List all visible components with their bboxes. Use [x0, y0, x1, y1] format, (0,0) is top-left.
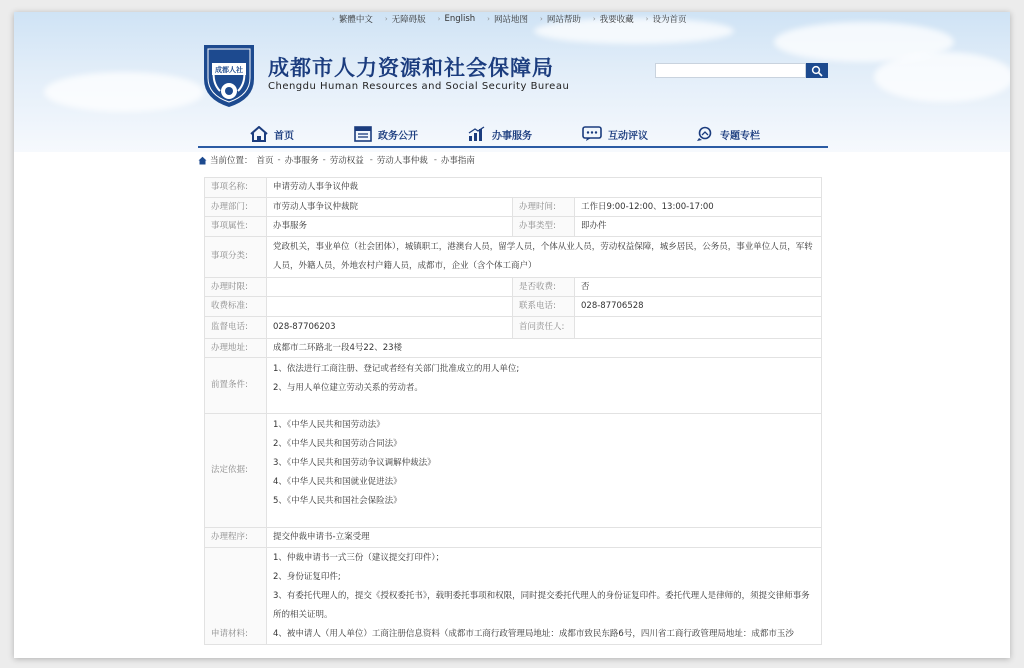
main-navigation — [198, 123, 828, 148]
home-icon — [250, 126, 268, 142]
fee-standard-label: 收费标准: — [205, 297, 267, 317]
browser-viewport — [14, 12, 1010, 658]
legal-basis-item: 5、《中华人民共和国社会保险法》 — [273, 496, 402, 506]
hours-label: 办理时间: — [513, 197, 575, 217]
item-name-value: 申请劳动人事争议仲裁 — [267, 178, 822, 198]
supervision-phone-value: 028-87706203 — [267, 316, 513, 338]
breadcrumb-separator: - — [322, 155, 326, 165]
table-row — [205, 358, 822, 414]
materials-label: 申请材料: — [205, 547, 267, 644]
search-input[interactable] — [655, 63, 806, 78]
breadcrumb — [198, 154, 475, 166]
contact-phone-value: 028-87706528 — [575, 297, 822, 317]
legal-basis-item: 3、《中华人民共和国劳动争议调解仲裁法》 — [273, 458, 436, 468]
home-icon — [198, 156, 207, 165]
precondition-item: 1、依法进行工商注册、登记或者经有关部门批准成立的用人单位; — [273, 364, 520, 374]
topnav-set-homepage[interactable]: › 设为首页 — [645, 15, 687, 25]
table-row — [205, 178, 822, 198]
chevron-right-icon: › — [487, 15, 490, 23]
breadcrumb-guide[interactable]: 办事指南 — [440, 156, 475, 166]
item-name-label: 事项名称: — [205, 178, 267, 198]
fee-value: 否 — [575, 277, 822, 297]
topnav-accessibility[interactable]: › 无障碍版 — [384, 15, 426, 25]
chat-icon — [582, 126, 602, 142]
materials-item: 3、有委托代理人的，提交《授权委托书》，载明委托事项和权限，同时提交委托代理人的身份证复印件。委托代理人是律师的，须提交律师事务所的相关证明。 — [273, 590, 810, 620]
bar-chart-icon — [468, 126, 486, 142]
materials-item: 2、身份证复印件; — [273, 571, 341, 582]
legal-basis-value — [267, 414, 822, 528]
service-guide-table — [204, 177, 822, 645]
table-row — [205, 277, 822, 297]
nav-topics[interactable]: 专题专栏 — [696, 126, 760, 142]
service-type-label: 办事类型: — [513, 217, 575, 237]
nav-services[interactable]: 办事服务 — [468, 126, 532, 142]
table-row — [205, 236, 822, 277]
address-value: 成都市二环路北一段4号22、23楼 — [267, 338, 822, 358]
news-icon — [354, 126, 372, 142]
time-limit-value — [267, 277, 513, 297]
top-utility-nav — [332, 12, 698, 26]
dept-value: 市劳动人事争议仲裁院 — [267, 197, 513, 217]
breadcrumb-services[interactable]: 办事服务 — [284, 156, 319, 166]
legal-basis-item: 2、《中华人民共和国劳动合同法》 — [273, 439, 402, 449]
site-title: 成都市人力资源和社会保障局 — [268, 56, 554, 80]
first-responsible-value — [575, 316, 822, 338]
address-label: 办理地址: — [205, 338, 267, 358]
fee-standard-value — [267, 297, 513, 317]
table-row — [205, 297, 822, 317]
attribute-label: 事项属性: — [205, 217, 267, 237]
chevron-right-icon: › — [384, 15, 388, 23]
materials-value — [267, 547, 822, 644]
legal-basis-item: 4、《中华人民共和国就业促进法》 — [273, 477, 402, 487]
search-button[interactable] — [806, 63, 828, 78]
chevron-right-icon: › — [645, 15, 649, 23]
service-type-value: 即办件 — [575, 217, 822, 237]
attribute-value: 办事服务 — [267, 217, 513, 237]
materials-item: 1、仲裁申请书一式三份（建议提交打印件）； — [273, 552, 445, 563]
breadcrumb-separator: - — [433, 155, 437, 165]
breadcrumb-separator: - — [277, 155, 281, 165]
chevron-right-icon: › — [592, 15, 596, 23]
table-row — [205, 197, 822, 217]
fee-label: 是否收费: — [513, 277, 575, 297]
table-row — [205, 316, 822, 338]
chevron-right-icon: › — [437, 15, 441, 23]
logo-text: 成都人社 — [215, 66, 243, 74]
precondition-item: 2、与用人单位建立劳动关系的劳动者。 — [273, 383, 423, 393]
table-row — [205, 414, 822, 528]
table-row — [205, 528, 822, 548]
category-label: 事项分类: — [205, 236, 267, 277]
table-row — [205, 338, 822, 358]
search-icon — [811, 65, 823, 77]
category-value: 党政机关，事业单位（社会团体），城镇职工，港澳台人员，留学人员，个体从业人员，劳动权益保障，城乡居民，公务员，事业单位人员，军转人员，外籍人员，外地农村户籍人员，成都市，企业（含个体工商户） — [267, 236, 822, 277]
breadcrumb-home[interactable]: 首页 — [256, 156, 274, 166]
breadcrumb-label: 当前位置： — [210, 156, 253, 166]
lightbulb-icon — [696, 126, 714, 142]
contact-phone-label: 联系电话: — [513, 297, 575, 317]
time-limit-label: 办理时限: — [205, 277, 267, 297]
table-row — [205, 217, 822, 237]
topnav-bookmark[interactable]: › 我要收藏 — [592, 15, 634, 25]
topnav-english[interactable]: › English — [437, 14, 476, 24]
breadcrumb-labor-rights[interactable]: 劳动权益 — [329, 156, 364, 166]
breadcrumb-separator: - — [369, 155, 373, 165]
chevron-right-icon: › — [332, 15, 335, 23]
topnav-sitemap[interactable]: › 网站地图 — [487, 15, 528, 25]
table-row — [205, 547, 822, 644]
site-subtitle: Chengdu Human Resources and Social Security Bureau — [268, 81, 570, 92]
precondition-label: 前置条件: — [205, 358, 267, 414]
nav-interaction[interactable]: 互动评议 — [582, 126, 648, 142]
hours-value: 工作日9:00-12:00、13:00-17:00 — [575, 197, 822, 217]
legal-basis-label: 法定依据: — [205, 414, 267, 528]
procedure-label: 办理程序: — [205, 528, 267, 548]
supervision-phone-label: 监督电话: — [205, 316, 267, 338]
nav-gov-affairs[interactable]: 政务公开 — [354, 126, 418, 142]
nav-home[interactable]: 首页 — [250, 126, 294, 142]
materials-item: 4、被申请人（用人单位）工商注册信息资料（成都市工商行政管理局地址：成都市致民东路6号，四川省工商行政管理局地址：成都市玉沙 — [273, 628, 794, 639]
chevron-right-icon: › — [540, 15, 543, 23]
precondition-value — [267, 358, 822, 414]
breadcrumb-arbitration[interactable]: 劳动人事仲裁 — [376, 156, 428, 166]
procedure-value: 提交仲裁申请书-立案受理 — [267, 528, 822, 548]
legal-basis-item: 1、《中华人民共和国劳动法》 — [273, 420, 385, 430]
bureau-logo — [200, 39, 258, 109]
topnav-traditional-chinese[interactable]: › 繁體中文 — [332, 15, 373, 25]
topnav-help[interactable]: › 网站帮助 — [540, 15, 581, 25]
first-responsible-label: 首问责任人: — [513, 316, 575, 338]
dept-label: 办理部门: — [205, 197, 267, 217]
